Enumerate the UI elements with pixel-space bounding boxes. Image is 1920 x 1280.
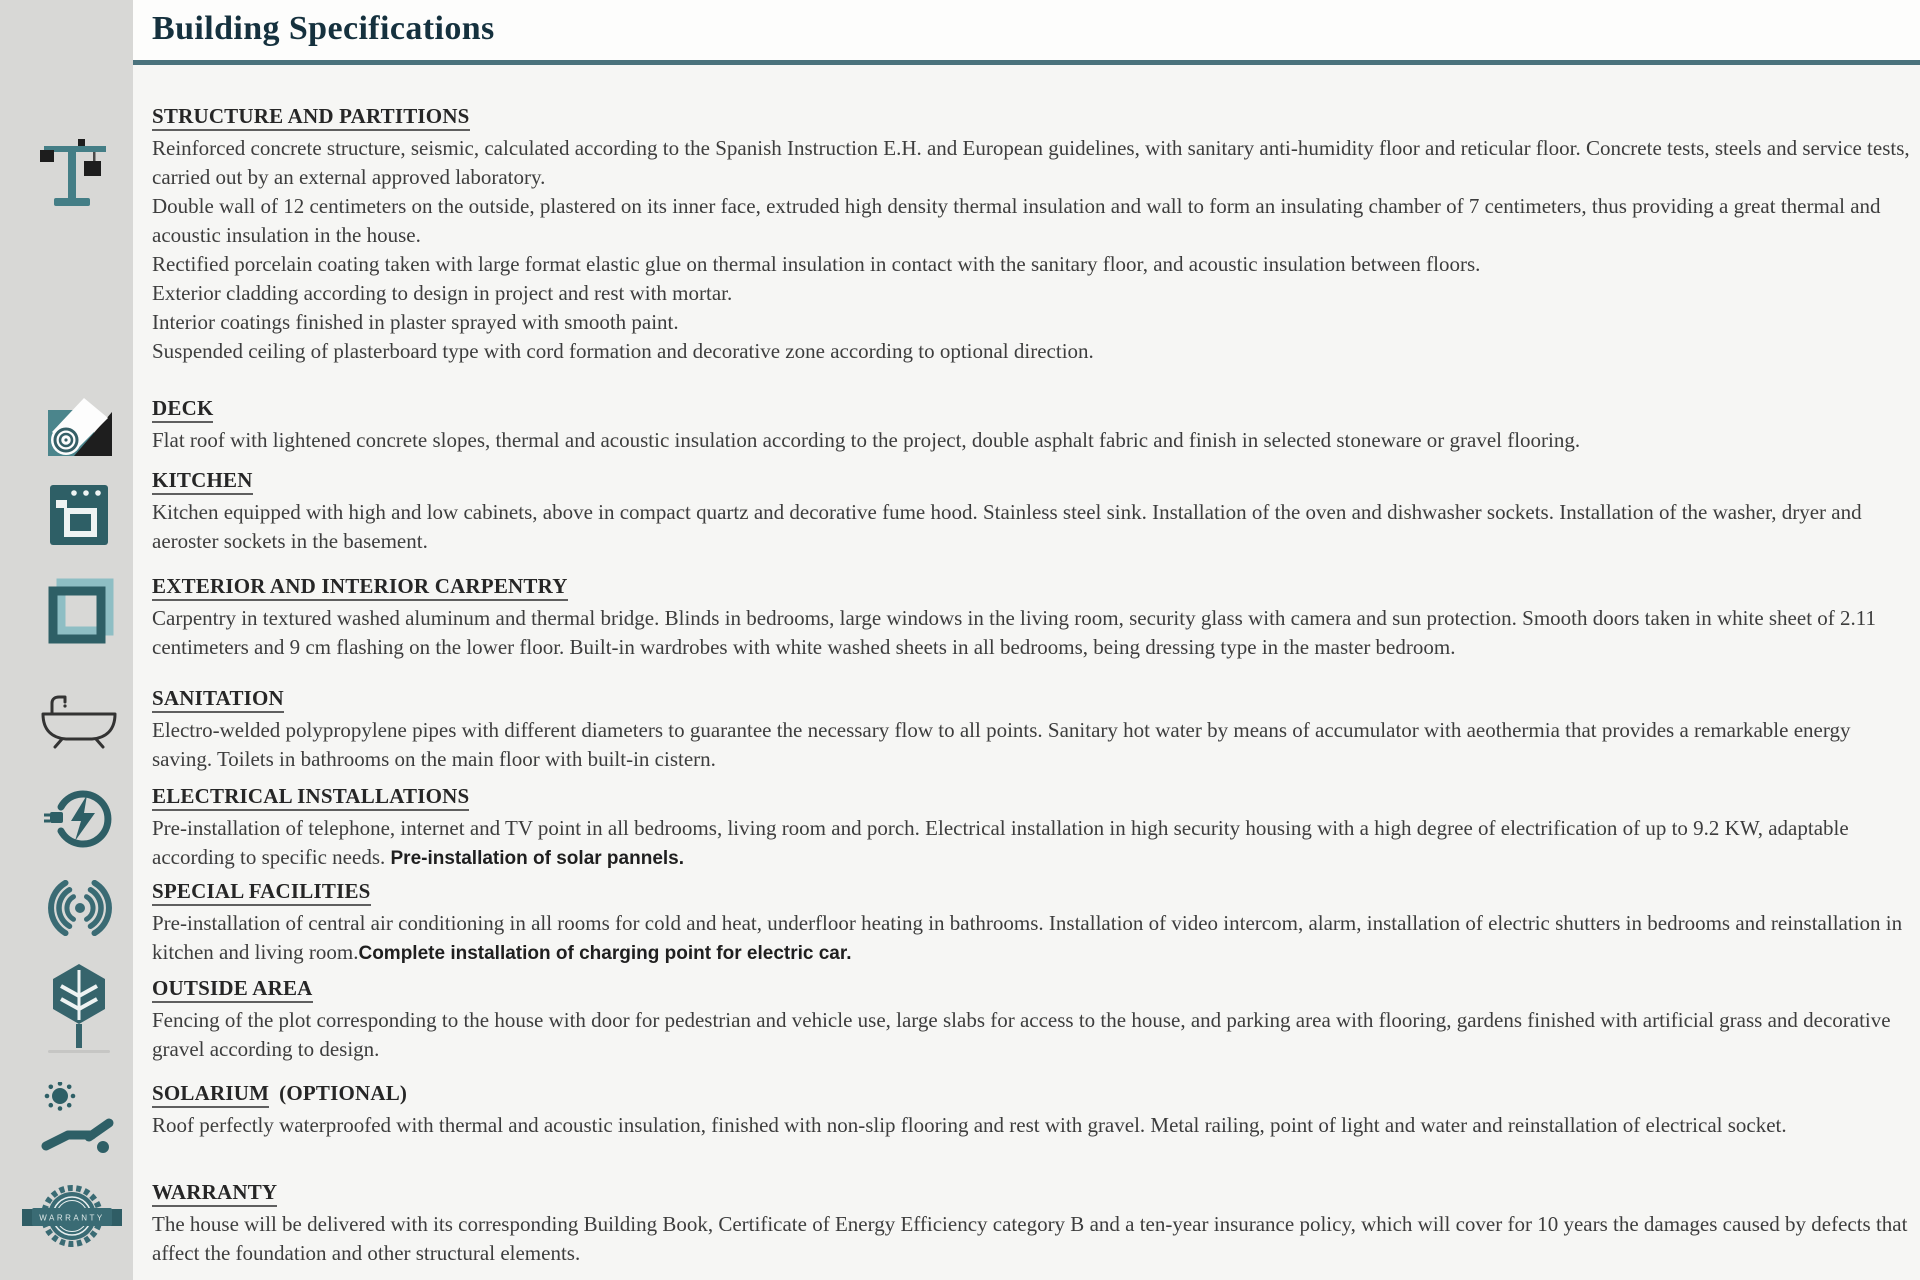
section-heading: STRUCTURE AND PARTITIONS <box>152 104 1914 129</box>
section-warranty <box>152 1180 1914 1268</box>
section-heading: ELECTRICAL INSTALLATIONS <box>152 784 1914 809</box>
bathtub-icon <box>40 692 118 750</box>
section-exterior-and-interior-carpentry <box>152 574 1914 662</box>
section-structure-and-partitions <box>152 104 1914 366</box>
section-paragraph: The house will be delivered with its corresponding Building Book, Certificate of Energy Efficiency category B and a ten-year insurance policy, which will cover for 10 years the damages caused by defects that affect the foundation and other structural elements. <box>152 1212 1908 1265</box>
section-paragraph: Rectified porcelain coating taken with large format elastic glue on thermal insulation in contact with the sanitary floor, and acoustic insulation between floors. <box>152 252 1481 276</box>
section-paragraph: Interior coatings finished in plaster sprayed with smooth paint. <box>152 310 679 334</box>
section-special-facilities <box>152 879 1914 968</box>
section-paragraph: Roof perfectly waterproofed with thermal and acoustic insulation, finished with non-slip flooring and rest with gravel. Metal railing, point of light and water and reinstallation of electrical socket. <box>152 1113 1787 1137</box>
section-electrical-installations <box>152 784 1914 873</box>
section-paragraph: Electro-welded polypropylene pipes with different diameters to guarantee the necessary flow to all points. Sanitary hot water by means of accumulator with aeothermia that provides a remarkable energy saving. Toilets in bathrooms on the main floor with built-in cistern. <box>152 718 1851 771</box>
electricity-icon <box>44 782 114 854</box>
section-heading: SANITATION <box>152 686 1914 711</box>
oven-icon <box>48 483 110 547</box>
section-paragraph: Fencing of the plot corresponding to the house with door for pedestrian and vehicle use, large slabs for access to the house, and parking area with flooring, gardens finished with artificial grass and decorative gravel according to design. <box>152 1008 1891 1061</box>
crane-icon <box>38 138 114 222</box>
section-paragraph: Pre-installation of central air conditioning in all rooms for cold and heat, underfloor heating in bathrooms. Installation of video intercom, alarm, installation of electric shutters in bedrooms and reinstallation in kitchen and living room.Complete installation of charging point for electric car. <box>152 911 1903 964</box>
section-paragraph: Flat roof with lightened concrete slopes, thermal and acoustic insulation according to the project, double asphalt fabric and finish in selected stoneware or gravel flooring. <box>152 428 1581 452</box>
section-deck <box>152 396 1914 455</box>
heading-suffix: (OPTIONAL) <box>279 1081 408 1105</box>
section-paragraph: Pre-installation of telephone, internet and TV point in all bedrooms, living room and porch. Electrical installation in high security housing with a high degree of electrification of up to 9.2 KW, adaptable according to specific needs. Pre-installation of solar pannels. <box>152 816 1849 869</box>
section-paragraph: Exterior cladding according to design in project and rest with mortar. <box>152 281 733 305</box>
section-kitchen <box>152 468 1914 556</box>
title-divider <box>133 60 1920 65</box>
tree-icon <box>46 962 112 1056</box>
section-paragraph: Reinforced concrete structure, seismic, calculated according to the Spanish Instruction E.H. and European guidelines, with sanitary anti-humidity floor and reticular floor. Concrete tests, steels and service tests, carried out by an external approved laboratory. <box>152 136 1910 189</box>
svg-text:WARRANTY: WARRANTY <box>39 1213 105 1223</box>
section-heading: SOLARIUM (OPTIONAL) <box>152 1081 1914 1106</box>
emphasis-charging-point: Complete installation of charging point for electric car. <box>358 943 852 964</box>
sun-lounger-icon <box>40 1082 116 1158</box>
page-title: Building Specifications <box>152 10 495 47</box>
section-heading: WARRANTY <box>152 1180 1914 1205</box>
asphalt-roll-icon <box>48 398 112 460</box>
section-sanitation <box>152 686 1914 774</box>
section-solarium <box>152 1081 1914 1140</box>
window-frame-icon <box>48 578 114 644</box>
section-heading: DECK <box>152 396 1914 421</box>
section-heading: KITCHEN <box>152 468 1914 493</box>
section-heading: EXTERIOR AND INTERIOR CARPENTRY <box>152 574 1914 599</box>
emphasis-solar-panels: Pre-installation of solar pannels. <box>390 848 685 869</box>
section-heading: SPECIAL FACILITIES <box>152 879 1914 904</box>
section-paragraph: Double wall of 12 centimeters on the outside, plastered on its inner face, extruded high density thermal insulation and wall to form an insulating chamber of 7 centimeters, thus providing a great thermal and acoustic insulation in the house. <box>152 194 1881 247</box>
section-paragraph: Suspended ceiling of plasterboard type with cord formation and decorative zone according to optional direction. <box>152 339 1094 363</box>
section-heading: OUTSIDE AREA <box>152 976 1914 1001</box>
section-outside-area <box>152 976 1914 1064</box>
warranty-seal-icon <box>22 1180 122 1254</box>
section-paragraph: Kitchen equipped with high and low cabinets, above in compact quartz and decorative fume hood. Stainless steel sink. Installation of the oven and dishwasher sockets. Installation of the washer, dryer and aeroster sockets in the basement. <box>152 500 1862 553</box>
section-paragraph: Carpentry in textured washed aluminum and thermal bridge. Blinds in bedrooms, large windows in the living room, security glass with camera and sun protection. Smooth doors taken in white sheet of 2.11 centimeters and 9 cm flashing on the lower floor. Built-in wardrobes with white washed sheets in all bedrooms, being dressing type in the master bedroom. <box>152 606 1876 659</box>
signal-waves-icon <box>38 880 122 936</box>
